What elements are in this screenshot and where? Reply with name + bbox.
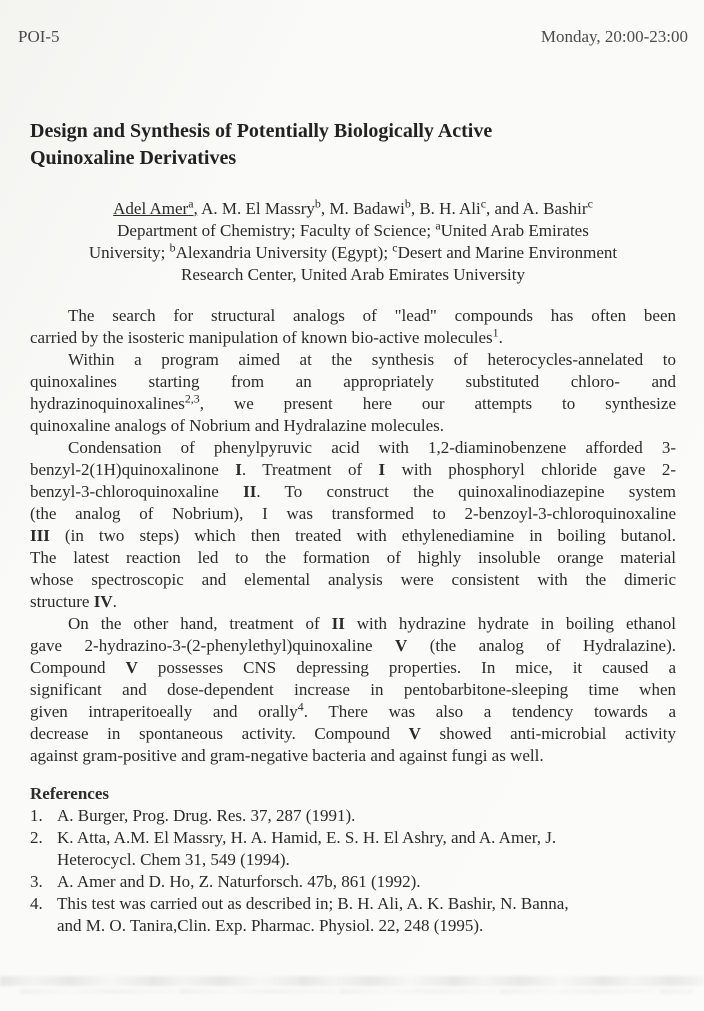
text-line: Research Center, United Arab Emirates University bbox=[181, 265, 525, 284]
paragraph bbox=[30, 349, 676, 437]
title-line: Quinoxaline Derivatives bbox=[30, 147, 237, 169]
text-line: III (in two steps) which then treated with ethylenediamine in boiling butanol. bbox=[30, 526, 676, 545]
paragraph bbox=[30, 305, 676, 349]
reference-number: 1. bbox=[30, 806, 43, 825]
text-line: and M. O. Tanira,Clin. Exp. Pharmac. Physiol. 22, 248 (1995). bbox=[57, 916, 484, 935]
text-line: A. Amer and D. Ho, Z. Naturforsch. 47b, 861 (1992). bbox=[57, 872, 421, 891]
text-line: The search for structural analogs of "lead" compounds has often been bbox=[68, 306, 676, 325]
text-line: Compound V possesses CNS depressing properties. In mice, it caused a bbox=[30, 658, 676, 677]
text-line: Department of Chemistry; Faculty of Science; $^a$United Arab Emirates bbox=[117, 218, 589, 240]
text-line: K. Atta, A.M. El Massry, H. A. Hamid, E. S. H. El Ashry, and A. Amer, J. bbox=[57, 828, 557, 847]
text-line: On the other hand, treatment of II with hydrazine hydrate in boiling ethanol bbox=[68, 614, 677, 633]
page-content bbox=[0, 118, 704, 937]
text-line: whose spectroscopic and elemental analysis were consistent with the dimeric bbox=[30, 570, 676, 589]
reference-number: 4. bbox=[30, 894, 43, 913]
scan-artifact-band bbox=[20, 989, 694, 994]
session-code: POI-5 bbox=[18, 27, 60, 46]
text-line: This test was carried out as described in; B. H. Ali, A. K. Bashir, N. Banna, bbox=[57, 894, 569, 913]
reference-item bbox=[30, 871, 676, 893]
title-line: Design and Synthesis of Potentially Biologically Active bbox=[30, 120, 493, 142]
reference-item bbox=[30, 893, 676, 937]
text-line: Heterocycl. Chem 31, 549 (1994). bbox=[57, 850, 290, 869]
reference-text bbox=[57, 871, 676, 893]
text-line: decrease in spontaneous activity. Compound V showed anti-microbial activity bbox=[30, 724, 676, 743]
references-list bbox=[30, 805, 676, 937]
authors-affiliations bbox=[30, 198, 676, 286]
text-line: Adel Amer$^a$, A. M. El Massry$^b$, M. Badawi$^b$, B. H. Ali$^c$, and A. Bashir$^c$ bbox=[113, 196, 593, 218]
reference-text bbox=[57, 827, 676, 871]
reference-item bbox=[30, 827, 676, 871]
reference-text bbox=[57, 893, 676, 937]
text-line: A. Burger, Prog. Drug. Res. 37, 287 (1991). bbox=[57, 806, 356, 825]
session-time: Monday, 20:00-23:00 bbox=[540, 27, 688, 46]
abstract-body bbox=[30, 305, 676, 767]
text-line: gave 2-hydrazino-3-(2-phenylethyl)quinoxaline V (the analog of Hydralazine). bbox=[30, 636, 676, 655]
references-heading: References bbox=[30, 784, 109, 803]
text-line: hydrazinoquinoxalines$^{2,3}$, we present here our attempts to synthesize bbox=[30, 391, 676, 413]
reference-number: 3. bbox=[30, 872, 43, 891]
text-line: (the analog of Nobrium), I was transformed to 2-benzoyl-3-chloroquinoxaline bbox=[30, 504, 676, 523]
abstract-title bbox=[30, 118, 676, 172]
reference-item bbox=[30, 805, 676, 827]
text-line: University; $^b$Alexandria University (Egypt); $^c$Desert and Marine Environment bbox=[88, 240, 618, 262]
text-line: quinoxalines starting from an appropriately substituted chloro- and bbox=[30, 372, 676, 391]
text-line: The latest reaction led to the formation of highly insoluble orange material bbox=[30, 548, 676, 567]
references-section bbox=[30, 783, 676, 937]
paragraph bbox=[30, 613, 676, 767]
text-line: against gram-positive and gram-negative bacteria and against fungi as well. bbox=[30, 746, 544, 765]
scan-artifact-band bbox=[0, 976, 704, 986]
text-line: quinoxaline analogs of Nobrium and Hydralazine molecules. bbox=[30, 416, 445, 435]
text-line: structure IV. bbox=[30, 592, 117, 611]
reference-text bbox=[57, 805, 676, 827]
text-line: carried by the isosteric manipulation of known bio-active molecules$^1$. bbox=[30, 325, 503, 347]
reference-number: 2. bbox=[30, 828, 43, 847]
text-line: significant and dose-dependent increase in pentobarbitone-sleeping time when bbox=[30, 680, 676, 699]
text-line: given intraperitoeally and orally$^4$. There was also a tendency towards a bbox=[30, 699, 676, 721]
text-line: benzyl-2(1H)quinoxalinone I. Treatment of I with phosphoryl chloride gave 2- bbox=[30, 460, 676, 479]
text-line: benzyl-3-chloroquinoxaline II. To construct the quinoxalinodiazepine system bbox=[30, 482, 676, 501]
text-line: Condensation of phenylpyruvic acid with 1,2-diaminobenzene afforded 3- bbox=[68, 438, 676, 457]
page-header bbox=[0, 0, 704, 47]
paragraph bbox=[30, 437, 676, 613]
text-line: Within a program aimed at the synthesis of heterocycles-annelated to bbox=[68, 350, 676, 369]
